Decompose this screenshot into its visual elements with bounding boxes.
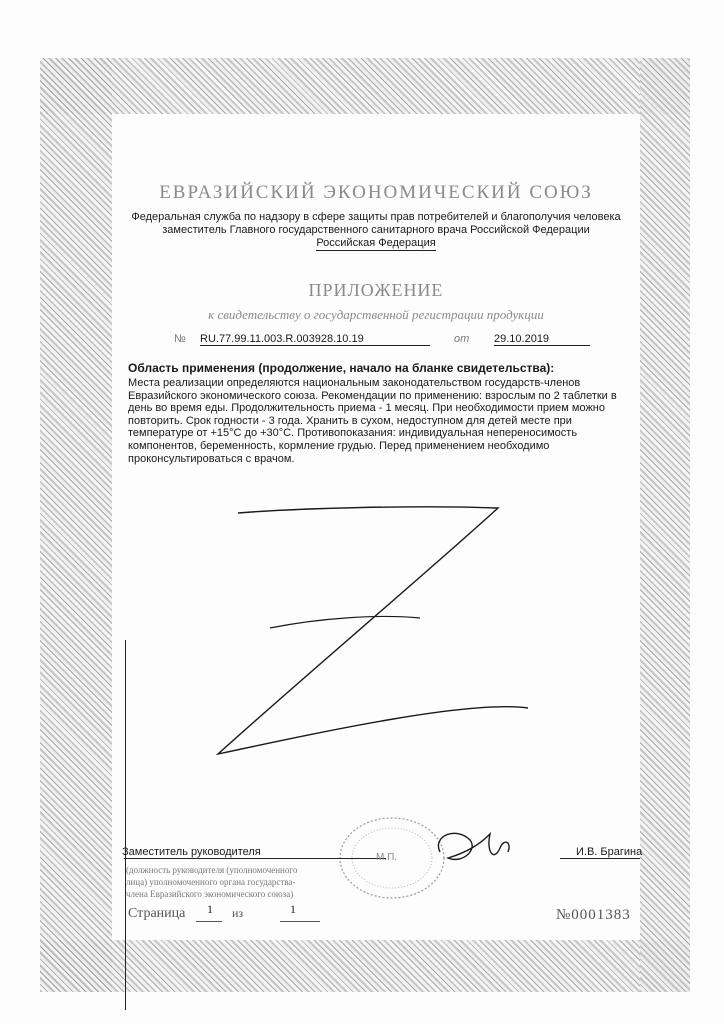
signer-title-underline [124, 858, 386, 859]
signer-caption-1: (должность руководителя (уполномоченного [126, 865, 298, 875]
signer-caption-3: члена Евразийского экономического союза) [126, 889, 294, 899]
body-line: день во время еды. Продолжительность приема - 1 месяц. При необходимости прием можно [128, 402, 605, 415]
page-current-underline [196, 921, 222, 922]
appendix-title: ПРИЛОЖЕНИЕ [308, 280, 444, 300]
signer-caption-2: лица) уполномоченного органа государства- [126, 877, 296, 887]
body-line: температуре от +15°С до +30°С. Противопоказания: индивидуальная непереносимость [128, 427, 578, 440]
serial-number: №0001383 [556, 907, 631, 923]
z-cancel-mark [218, 507, 528, 754]
agency-line-1: Федеральная служба по надзору в сфере защиты прав потребителей и благополучия человека [131, 211, 621, 223]
z-cancel-crossbar [270, 616, 420, 628]
page-total-underline [280, 921, 320, 922]
body-line: Евразийского экономического союза. Рекомендации по применению: взрослым по 2 таблетки в [128, 389, 617, 402]
registration-number: RU.77.99.11.003.R.003928.10.19 [200, 333, 430, 346]
body-line: повторить. Срок годности - 3 года. Хранить в сухом, недоступном для детей месте при [128, 414, 572, 427]
union-title: ЕВРАЗИЙСКИЙ ЭКОНОМИЧЕСКИЙ СОЮЗ [159, 182, 593, 203]
handwritten-signature [438, 833, 509, 859]
signer-name: И.В. Брагина [576, 846, 643, 858]
section-title: Область применения (продолжение, начало на бланке свидетельства): [128, 361, 555, 375]
page-of-label: из [232, 906, 244, 920]
signer-title: Заместитель руководителя [122, 846, 261, 858]
page-total: 1 [290, 902, 296, 916]
body-line: компонентов, беременность, кормление грудью. Перед применением необходимо [128, 439, 550, 452]
country-name: Российская Федерация [316, 237, 436, 249]
body-line: проконсультироваться с врачом. [128, 452, 295, 465]
page-current: 1 [207, 902, 213, 916]
signer-name-underline [560, 858, 640, 859]
stamp-text: М.П. [376, 852, 398, 863]
body-line: Места реализации определяются национальным законодательством государств-членов [128, 377, 581, 389]
appendix-subtitle: к свидетельству о государственной регистрации продукции [208, 307, 544, 322]
registration-date: 29.10.2019 [494, 333, 590, 346]
page-label: Страница [128, 906, 186, 921]
date-label: от [454, 333, 470, 345]
number-label: № [174, 333, 186, 345]
agency-line-2: заместитель Главного государственного санитарного врача Российской Федерации [162, 224, 590, 236]
